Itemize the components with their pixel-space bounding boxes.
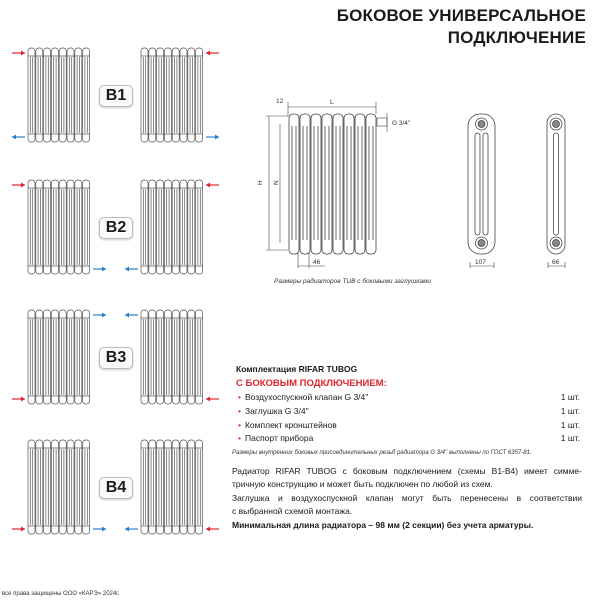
return-arrow-icon [125, 527, 138, 532]
supply-arrow-icon [12, 183, 25, 188]
radiator [28, 310, 90, 404]
description-line: с выбранной схемой монтажа. [232, 506, 353, 516]
supply-arrow-icon [12, 397, 25, 402]
scheme-label-b3: B3 [99, 347, 133, 369]
return-arrow-icon [93, 527, 106, 532]
dim-107: 107 [475, 259, 486, 266]
description-line: Радиатор RIFAR TUBOG с боковым подключением (схемы В1-В4) имеет симме- [232, 466, 582, 476]
return-arrow-icon [125, 267, 138, 272]
supply-arrow-icon [206, 397, 219, 402]
return-arrow-icon [125, 313, 138, 318]
dim-l: L [330, 99, 334, 106]
kit-item-qty: 1 шт. [560, 406, 580, 416]
kit-item-name: Комплект кронштейнов [244, 420, 337, 430]
copyright-footer: все права защищены ООО «КАРЭ» 2024г. [2, 591, 120, 597]
connection-schemes [0, 0, 230, 560]
scheme-label-b2: B2 [99, 217, 133, 239]
description-line: тричную конструкцию и может быть подключен по любой из схем. [232, 479, 493, 489]
front-view-radiator [289, 114, 376, 254]
dim-46: 46 [313, 259, 321, 266]
kit-item-qty: 1 шт. [560, 392, 580, 402]
dim-n: N [273, 180, 280, 185]
kit-item-name: Паспорт прибора [244, 433, 314, 443]
kit-item-name: Воздухоспускной клапан G 3/4'' [244, 392, 369, 402]
supply-arrow-icon [12, 51, 25, 56]
kit-item: • Заглушка G 3/4'' 1 шт. [238, 406, 580, 416]
radiator-section [344, 114, 354, 254]
dimension-drawing [250, 90, 590, 290]
supply-arrow-icon [206, 51, 219, 56]
dim-thread: G 3/4'' [392, 120, 411, 127]
page-title [337, 5, 586, 49]
supply-arrow-icon [206, 183, 219, 188]
radiator-section [333, 114, 343, 254]
radiator-section [355, 114, 365, 254]
min-length-note: Минимальная длина радиатора – 98 мм (2 секции) без учета арматуры. [232, 520, 534, 530]
description-line: Заглушка и воздухоспускной клапан могут быть перенесены в соответствии [232, 493, 582, 503]
kit-item: • Комплект кронштейнов 1 шт. [238, 420, 580, 430]
radiator [141, 440, 203, 534]
supply-arrow-icon [12, 527, 25, 532]
radiator [28, 440, 90, 534]
radiator [141, 48, 203, 142]
radiator [141, 310, 203, 404]
supply-arrow-icon [206, 527, 219, 532]
title-line-1: БОКОВОЕ УНИВЕРСАЛЬНОЕ [336, 6, 586, 25]
dim-h: H [257, 180, 264, 185]
radiator [141, 180, 203, 274]
kit-item-name: Заглушка G 3/4'' [244, 406, 309, 416]
kit-item-qty: 1 шт. [560, 420, 580, 430]
scheme-label-b4: B4 [99, 477, 133, 499]
kit-item: • Воздухоспускной клапан G 3/4'' 1 шт. [238, 392, 580, 402]
kit-item-qty: 1 шт. [560, 433, 580, 443]
radiator-section [322, 114, 332, 254]
kit-item: • Паспорт прибора 1 шт. [238, 433, 580, 443]
return-arrow-icon [93, 267, 106, 272]
return-arrow-icon [206, 135, 219, 140]
title-line-2: ПОДКЛЮЧЕНИЕ [447, 28, 586, 47]
scheme-label-b1: B1 [99, 85, 133, 107]
radiator-section [311, 114, 321, 254]
dim-12: 12 [276, 98, 284, 105]
side-view-66 [547, 114, 565, 254]
radiator-section [366, 114, 376, 254]
drawing-caption: Размеры радиаторов TUB с боковыми заглушками [274, 278, 432, 285]
radiator-section [289, 114, 299, 254]
thread-note: Размеры внутренних боковых присоединительных резьб радиатора G 3/4'' выполнены по ГОСТ 6357-81. [232, 450, 532, 456]
return-arrow-icon [93, 313, 106, 318]
radiator-section [300, 114, 310, 254]
side-view-107 [468, 114, 495, 254]
radiator [28, 48, 90, 142]
dim-66: 66 [552, 259, 560, 266]
return-arrow-icon [12, 135, 25, 140]
radiator [28, 180, 90, 274]
kit-title: Комплектация RIFAR TUBOG [236, 364, 358, 374]
kit-subtitle: С БОКОВЫМ ПОДКЛЮЧЕНИЕМ: [236, 378, 387, 389]
